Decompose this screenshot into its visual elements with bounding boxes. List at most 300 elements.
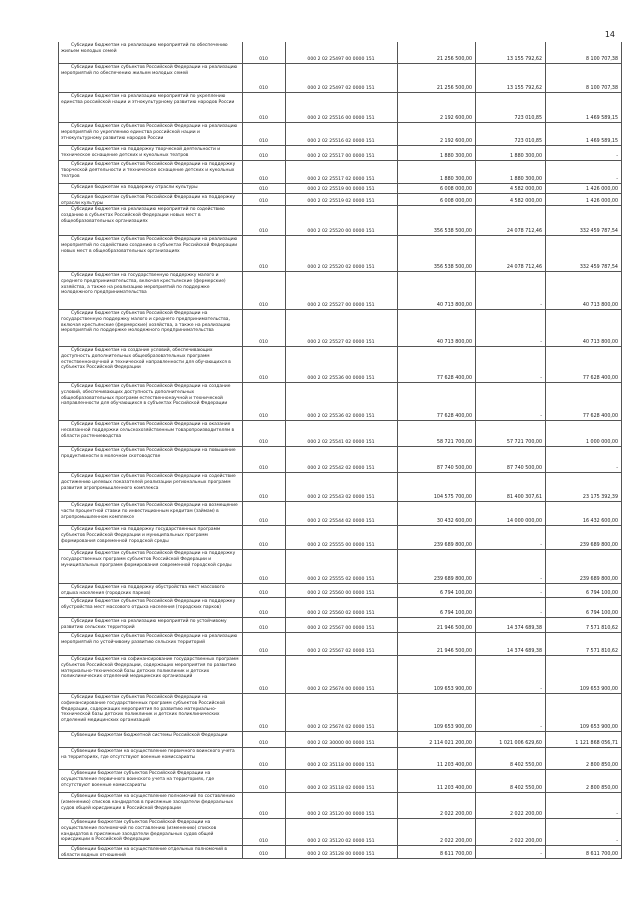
row-code-cell <box>243 819 286 846</box>
table-row <box>58 846 622 859</box>
row-kbk-cell <box>286 473 398 502</box>
row-name-text: Субсидии бюджетам на поддержку государственных программ субъектов Российской Федерации и муниципальных программ формирования современной городской среды <box>61 527 221 544</box>
row-unexecuted-cell <box>546 846 622 859</box>
row-unexecuted-cell <box>546 206 622 236</box>
row-name-cell <box>58 447 243 473</box>
row-executed-cell <box>476 656 546 694</box>
row-code-cell <box>243 633 286 656</box>
row-unexecuted-cell <box>546 383 622 421</box>
row-kbk-cell <box>286 584 398 598</box>
row-approved-cell <box>398 618 476 633</box>
table-row <box>58 502 622 526</box>
row-unexecuted-text: 1 000 000,00 <box>585 439 618 445</box>
row-code-cell <box>243 146 286 161</box>
row-executed-cell <box>476 819 546 846</box>
row-kbk-cell <box>286 770 398 793</box>
row-code-text: 010 <box>259 838 268 844</box>
row-kbk-cell <box>286 310 398 347</box>
row-unexecuted-cell <box>546 64 622 93</box>
row-unexecuted-text: 16 432 600,00 <box>582 518 618 524</box>
row-unexecuted-text: 7 571 810,62 <box>585 625 618 631</box>
table-row <box>58 656 622 694</box>
row-code-text: 010 <box>259 518 268 524</box>
row-approved-text: 77 628 400,00 <box>436 413 472 419</box>
row-code-cell <box>243 748 286 770</box>
row-kbk-text: 000 2 02 25517 00 0000 151 <box>307 153 375 159</box>
row-unexecuted-text: 1 121 868 056,71 <box>575 740 618 746</box>
row-unexecuted-text: 40 713 800,00 <box>582 339 618 345</box>
row-executed-cell <box>476 584 546 598</box>
budget-table <box>58 42 622 877</box>
row-unexecuted-cell <box>546 550 622 584</box>
row-name-cell <box>58 819 243 846</box>
row-unexecuted-text: 8 100 707,38 <box>585 56 618 62</box>
row-kbk-cell <box>286 656 398 694</box>
row-kbk-cell <box>286 42 398 64</box>
row-unexecuted-text: 332 459 787,54 <box>579 264 618 270</box>
row-code-text: 010 <box>259 339 268 345</box>
table-row <box>58 194 622 206</box>
row-approved-cell <box>398 347 476 383</box>
row-name-text: Субсидии бюджетам субъектов Российской Федерации на государственную поддержку малого и среднего предпринимательства, включая крестьянские (фермерские) хозяйства, а также на реализацию мероприятий по поддержке молодежного предпринимательства <box>61 311 231 334</box>
row-kbk-cell <box>286 272 398 310</box>
row-approved-cell <box>398 656 476 694</box>
table-row <box>58 161 622 184</box>
table-row <box>58 272 622 310</box>
row-approved-cell <box>398 502 476 526</box>
row-kbk-text: 000 2 02 25497 02 0000 151 <box>307 85 375 91</box>
row-approved-cell <box>398 473 476 502</box>
row-code-text: 010 <box>259 138 268 144</box>
row-executed-cell <box>476 184 546 194</box>
row-name-text: Субсидии бюджетам субъектов Российской Федерации на поддержку обустройства мест массового отдыха населения (городских парков) <box>61 599 236 610</box>
row-code-cell <box>243 694 286 732</box>
row-approved-cell <box>398 846 476 859</box>
row-name-text: Субсидии бюджетам на реализацию мероприятий по устойчивому развитию сельских территорий <box>61 619 227 630</box>
row-unexecuted-cell <box>546 502 622 526</box>
row-approved-cell <box>398 793 476 819</box>
row-executed-text: 1 021 006 629,60 <box>499 740 542 746</box>
row-code-text: 010 <box>259 811 268 817</box>
row-kbk-cell <box>286 732 398 748</box>
row-code-text: 010 <box>259 439 268 445</box>
row-kbk-text: 000 2 02 25520 00 0000 151 <box>307 228 375 234</box>
table-row <box>58 206 622 236</box>
row-kbk-cell <box>286 421 398 447</box>
row-code-text: 010 <box>259 625 268 631</box>
row-name-cell <box>58 64 243 93</box>
row-code-cell <box>243 310 286 347</box>
row-name-cell <box>58 146 243 161</box>
row-approved-cell <box>398 184 476 194</box>
row-approved-text: 104 575 700,00 <box>433 494 472 500</box>
row-name-cell <box>58 161 243 184</box>
row-executed-cell <box>476 93 546 123</box>
row-approved-text: 21 256 500,00 <box>436 85 472 91</box>
row-approved-cell <box>398 598 476 618</box>
row-code-text: 010 <box>259 465 268 471</box>
row-name-text: Субсидии бюджетам субъектов Российской Федерации на оказание несвязанной поддержки сельскохозяйственным товаропроизводителям в области растениеводства <box>61 422 235 439</box>
row-unexecuted-text: 2 800 850,00 <box>585 785 618 791</box>
row-executed-text: 87 740 500,00 <box>506 465 542 471</box>
row-code-cell <box>243 598 286 618</box>
row-kbk-text: 000 2 02 25536 00 0000 151 <box>307 375 375 381</box>
row-executed-cell <box>476 146 546 161</box>
row-executed-cell <box>476 310 546 347</box>
row-kbk-text: 000 2 02 25567 02 0000 151 <box>307 648 375 654</box>
row-unexecuted-cell <box>546 584 622 598</box>
row-kbk-cell <box>286 846 398 859</box>
row-code-cell <box>243 584 286 598</box>
row-kbk-text: 000 2 02 25516 02 0000 151 <box>307 138 375 144</box>
row-approved-cell <box>398 770 476 793</box>
row-executed-text: 14 374 689,38 <box>506 648 542 654</box>
row-unexecuted-cell <box>546 793 622 819</box>
row-unexecuted-cell <box>546 447 622 473</box>
row-unexecuted-text: 109 653 900,00 <box>579 686 618 692</box>
row-kbk-text: 000 2 02 25497 00 0000 151 <box>307 56 375 62</box>
row-executed-text: - <box>540 413 542 419</box>
row-executed-text: - <box>540 610 542 616</box>
row-name-text: Субсидия бюджетам на поддержку отрасли культуры <box>71 185 198 190</box>
table-row <box>58 793 622 819</box>
row-name-cell <box>58 502 243 526</box>
row-kbk-cell <box>286 194 398 206</box>
row-approved-text: 109 653 900,00 <box>433 686 472 692</box>
row-code-cell <box>243 184 286 194</box>
row-approved-cell <box>398 732 476 748</box>
row-unexecuted-cell <box>546 618 622 633</box>
row-executed-cell <box>476 550 546 584</box>
row-unexecuted-text: 239 689 800,00 <box>579 542 618 548</box>
row-name-text: Субсидии бюджетам на реализацию мероприятий по содействию созданию в субъектах Российской Федерации новых мест в общеобразовательных организациях <box>61 207 225 224</box>
row-name-cell <box>58 656 243 694</box>
row-unexecuted-text: 1 469 589,15 <box>585 138 618 144</box>
row-approved-text: 2 022 200,00 <box>439 811 472 817</box>
row-kbk-cell <box>286 206 398 236</box>
row-unexecuted-cell <box>546 819 622 846</box>
row-code-text: 010 <box>259 851 268 857</box>
row-executed-text: 2 022 200,00 <box>509 811 542 817</box>
row-name-cell <box>58 618 243 633</box>
row-kbk-cell <box>286 236 398 272</box>
row-approved-cell <box>398 819 476 846</box>
row-approved-text: 6 794 100,00 <box>439 610 472 616</box>
row-name-cell <box>58 272 243 310</box>
row-approved-cell <box>398 694 476 732</box>
row-name-text: Субсидии бюджетам на государственную поддержку малого и среднего предпринимательства, включая крестьянские (фермерские) хозяйства, а также на реализацию мероприятий по поддержке молодежного предпринимательства <box>61 273 226 296</box>
row-code-text: 010 <box>259 413 268 419</box>
row-name-text: Субвенции бюджетам на осуществление полномочий по составлению (изменению) списков кандидатов в присяжные заседатели федеральных судов общей юрисдикции в Российской Федерации <box>61 794 235 811</box>
row-kbk-cell <box>286 502 398 526</box>
row-kbk-cell <box>286 633 398 656</box>
row-name-text: Субсидии бюджетам субъектов Российской Федерации на поддержку государственных программ субъектов Российской Федерации и муниципальных программ формирования современной городской среды <box>61 551 236 568</box>
row-unexecuted-cell <box>546 161 622 184</box>
row-approved-cell <box>398 93 476 123</box>
row-unexecuted-cell <box>546 236 622 272</box>
row-name-text: Субсидии бюджетам субъектов Российской Федерации на возмещение части процентной ставки по инвестиционным кредитам (займам) в агропромышленном комплексе <box>61 503 238 520</box>
row-code-cell <box>243 502 286 526</box>
row-code-text: 010 <box>259 785 268 791</box>
row-unexecuted-cell <box>546 598 622 618</box>
row-code-text: 010 <box>259 153 268 159</box>
row-name-text: Субсидии бюджетам субъектов Российской Федерации на содействие достижению целевых показателей реализации региональных программ развития агропромышленного комплекса <box>61 474 236 491</box>
row-approved-text: 21 946 500,00 <box>436 648 472 654</box>
row-approved-text: 11 203 400,00 <box>436 762 472 768</box>
row-kbk-text: 000 2 02 25516 00 0000 151 <box>307 115 375 121</box>
row-approved-text: 40 713 800,00 <box>436 302 472 308</box>
row-code-text: 010 <box>259 542 268 548</box>
row-approved-text: 87 740 500,00 <box>436 465 472 471</box>
row-approved-text: 1 880 300,00 <box>439 176 472 182</box>
row-name-text: Субвенции бюджетам на осуществление первичного воинского учета на территориях, где отсутствуют военные комиссариаты <box>61 749 235 760</box>
row-executed-cell <box>476 194 546 206</box>
table-row <box>58 236 622 272</box>
row-approved-cell <box>398 146 476 161</box>
row-kbk-text: 000 2 02 25544 02 0000 151 <box>307 518 375 524</box>
row-executed-text: - <box>540 851 542 857</box>
row-code-text: 010 <box>259 610 268 616</box>
row-name-text: Субвенции бюджетам субъектов Российской Федерации на осуществление первичного воинского учета на территориях, где отсутствуют военные комиссариаты <box>61 771 215 788</box>
row-name-text: Субсидии бюджетам субъектов Российской Федерации на софинансирование государственных программ субъектов Российской Федерации, содержащих мероприятия по развитию материально-технической базы детских поликлиник и детских поликлинических отделений медицинских организаций <box>61 695 225 724</box>
row-kbk-text: 000 2 02 25560 00 0000 151 <box>307 590 375 596</box>
row-code-cell <box>243 194 286 206</box>
row-approved-cell <box>398 310 476 347</box>
row-kbk-text: 000 2 02 25560 02 0000 151 <box>307 610 375 616</box>
row-executed-text: 8 402 550,00 <box>509 785 542 791</box>
row-kbk-text: 000 2 02 35120 02 0000 151 <box>307 838 375 844</box>
row-code-text: 010 <box>259 302 268 308</box>
row-code-text: 010 <box>259 186 268 192</box>
row-unexecuted-cell <box>546 633 622 656</box>
row-name-text: Субсидии бюджетам субъектов Российской Федерации на создание условий, обеспечивающих доступность дополнительных общеобразовательных программ естественнонаучной и технической направленности для обучающихся в субъектах Российской Федерации <box>61 384 231 407</box>
table-row <box>58 93 622 123</box>
row-kbk-cell <box>286 146 398 161</box>
row-kbk-text: 000 2 02 25555 02 0000 151 <box>307 576 375 582</box>
row-code-cell <box>243 42 286 64</box>
row-code-text: 010 <box>259 264 268 270</box>
row-executed-text: 1 880 300,00 <box>509 176 542 182</box>
row-name-cell <box>58 770 243 793</box>
row-name-cell <box>58 732 243 748</box>
row-approved-cell <box>398 447 476 473</box>
row-unexecuted-text: 239 689 800,00 <box>579 576 618 582</box>
row-name-cell <box>58 846 243 859</box>
row-executed-cell <box>476 748 546 770</box>
table-row <box>58 64 622 93</box>
row-code-text: 010 <box>259 115 268 121</box>
row-name-text: Субсидии бюджетам субъектов Российской Федерации на реализацию мероприятий по укреплению единства российской нации и этнокультурному развитию народов России <box>61 124 238 141</box>
row-code-cell <box>243 793 286 819</box>
table-row <box>58 383 622 421</box>
table-row <box>58 748 622 770</box>
row-executed-text: - <box>540 375 542 381</box>
row-code-cell <box>243 618 286 633</box>
row-unexecuted-text: 1 469 589,15 <box>585 115 618 121</box>
row-executed-text: 14 000 000,00 <box>506 518 542 524</box>
row-executed-cell <box>476 633 546 656</box>
row-approved-cell <box>398 161 476 184</box>
row-name-cell <box>58 184 243 194</box>
row-executed-text: 4 582 000,00 <box>509 186 542 192</box>
row-name-cell <box>58 793 243 819</box>
row-unexecuted-text: 6 794 100,00 <box>585 610 618 616</box>
row-kbk-cell <box>286 123 398 146</box>
row-approved-text: 2 022 200,00 <box>439 838 472 844</box>
row-executed-text: 4 582 000,00 <box>509 198 542 204</box>
row-kbk-text: 000 2 02 30000 00 0000 151 <box>307 740 375 746</box>
row-kbk-text: 000 2 02 25541 02 0000 151 <box>307 439 375 445</box>
row-code-text: 010 <box>259 228 268 234</box>
row-name-text: Субвенции бюджетам на осуществление отдельных полномочий в области водных отношений <box>61 847 227 858</box>
row-code-text: 010 <box>259 198 268 204</box>
row-kbk-text: 000 2 02 25519 00 0000 151 <box>307 186 375 192</box>
row-executed-text: 723 010,85 <box>514 138 542 144</box>
row-executed-text: 1 880 300,00 <box>509 153 542 159</box>
row-executed-text: 723 010,85 <box>514 115 542 121</box>
row-code-cell <box>243 236 286 272</box>
row-approved-cell <box>398 194 476 206</box>
row-code-cell <box>243 272 286 310</box>
row-kbk-text: 000 2 02 25674 00 0000 151 <box>307 686 375 692</box>
row-name-text: Субсидии бюджетам на реализацию мероприятий по укреплению единства российской нации и этнокультурному развитию народов России <box>61 94 235 105</box>
row-code-text: 010 <box>259 724 268 730</box>
row-unexecuted-cell <box>546 146 622 161</box>
table-row <box>58 618 622 633</box>
row-name-cell <box>58 383 243 421</box>
row-kbk-cell <box>286 598 398 618</box>
row-unexecuted-text: 8 611 700,00 <box>585 851 618 857</box>
row-kbk-cell <box>286 383 398 421</box>
table-row <box>58 694 622 732</box>
row-executed-text: 57 721 700,00 <box>506 439 542 445</box>
row-approved-text: 6 008 000,00 <box>439 186 472 192</box>
row-name-cell <box>58 347 243 383</box>
row-kbk-text: 000 2 02 35118 00 0000 151 <box>307 762 375 768</box>
row-name-cell <box>58 206 243 236</box>
row-unexecuted-cell <box>546 272 622 310</box>
row-executed-text: - <box>540 302 542 308</box>
row-unexecuted-cell <box>546 656 622 694</box>
row-name-cell <box>58 42 243 64</box>
row-code-cell <box>243 770 286 793</box>
row-kbk-cell <box>286 526 398 550</box>
row-approved-cell <box>398 633 476 656</box>
row-code-text: 010 <box>259 56 268 62</box>
row-executed-cell <box>476 732 546 748</box>
row-executed-text: 2 022 200,00 <box>509 838 542 844</box>
row-executed-cell <box>476 347 546 383</box>
row-executed-cell <box>476 447 546 473</box>
table-row <box>58 598 622 618</box>
row-code-cell <box>243 64 286 93</box>
row-executed-text: - <box>540 339 542 345</box>
row-code-cell <box>243 93 286 123</box>
row-unexecuted-text: - <box>616 811 618 817</box>
row-code-cell <box>243 846 286 859</box>
row-code-text: 010 <box>259 762 268 768</box>
row-name-cell <box>58 236 243 272</box>
table-row <box>58 421 622 447</box>
row-name-cell <box>58 598 243 618</box>
row-unexecuted-text: 1 426 000,00 <box>585 198 618 204</box>
row-executed-cell <box>476 846 546 859</box>
row-approved-text: 40 713 800,00 <box>436 339 472 345</box>
row-unexecuted-text: - <box>616 838 618 844</box>
row-executed-text: 24 078 712,46 <box>506 228 542 234</box>
table-row <box>58 550 622 584</box>
row-code-cell <box>243 732 286 748</box>
row-unexecuted-text: 77 628 400,00 <box>582 375 618 381</box>
row-code-text: 010 <box>259 686 268 692</box>
row-kbk-text: 000 2 02 25527 00 0000 151 <box>307 302 375 308</box>
table-row <box>58 526 622 550</box>
row-executed-cell <box>476 770 546 793</box>
row-kbk-text: 000 2 02 25543 02 0000 151 <box>307 494 375 500</box>
row-executed-cell <box>476 161 546 184</box>
row-name-cell <box>58 526 243 550</box>
row-name-cell <box>58 550 243 584</box>
row-kbk-cell <box>286 793 398 819</box>
row-unexecuted-text: 23 175 392,39 <box>582 494 618 500</box>
row-unexecuted-text: 8 100 707,38 <box>585 85 618 91</box>
row-code-cell <box>243 447 286 473</box>
row-name-text: Субсидии бюджетам на софинансирование государственных программ субъектов Российской Федерации, содержащих мероприятия по развитию материально-технической базы детских поликлиник и детских поликлинических отделений медицинских организаций <box>61 657 239 680</box>
row-unexecuted-cell <box>546 42 622 64</box>
row-approved-text: 11 203 400,00 <box>436 785 472 791</box>
row-approved-text: 109 653 900,00 <box>433 724 472 730</box>
row-executed-cell <box>476 272 546 310</box>
row-executed-text: - <box>540 686 542 692</box>
row-approved-text: 2 192 600,00 <box>439 138 472 144</box>
row-code-text: 010 <box>259 740 268 746</box>
row-code-cell <box>243 161 286 184</box>
row-approved-text: 6 794 100,00 <box>439 590 472 596</box>
row-code-text: 010 <box>259 176 268 182</box>
row-executed-cell <box>476 502 546 526</box>
row-approved-cell <box>398 64 476 93</box>
row-executed-cell <box>476 123 546 146</box>
row-unexecuted-cell <box>546 123 622 146</box>
row-executed-cell <box>476 64 546 93</box>
row-name-cell <box>58 584 243 598</box>
row-name-cell <box>58 310 243 347</box>
table-row <box>58 184 622 194</box>
row-name-text: Субсидии бюджетам субъектов Российской Федерации на реализацию мероприятий по содействию созданию в субъектах Российской Федерации новых мест в общеобразовательных организациях <box>61 237 238 254</box>
row-approved-cell <box>398 383 476 421</box>
row-executed-cell <box>476 421 546 447</box>
row-executed-cell <box>476 383 546 421</box>
row-code-text: 010 <box>259 576 268 582</box>
row-executed-text: - <box>540 542 542 548</box>
row-code-cell <box>243 421 286 447</box>
row-name-text: Субсидии бюджетам на поддержку творческой деятельности и техническое оснащение детских и кукольных театров <box>61 147 221 158</box>
row-code-text: 010 <box>259 375 268 381</box>
row-kbk-cell <box>286 347 398 383</box>
row-executed-text: 8 402 550,00 <box>509 762 542 768</box>
row-approved-text: 1 880 300,00 <box>439 153 472 159</box>
row-name-text: Субвенции бюджетам субъектов Российской Федерации на осуществление полномочий по составлению (изменению) списков кандидатов в присяжные заседатели федеральных судов общей юрисдикции в Российской Федерации <box>61 820 217 843</box>
row-unexecuted-text: 6 794 100,00 <box>585 590 618 596</box>
row-kbk-cell <box>286 161 398 184</box>
table-row <box>58 447 622 473</box>
row-kbk-cell <box>286 64 398 93</box>
row-kbk-text: 000 2 02 25517 02 0000 151 <box>307 176 375 182</box>
row-name-text: Субсидии бюджетам субъектов Российской Федерации на повышение продуктивности в молочном скотоводстве <box>61 448 236 459</box>
row-name-cell <box>58 421 243 447</box>
row-executed-text: 14 374 689,38 <box>506 625 542 631</box>
row-name-text: Субсидии бюджетам на создание условий, обеспечивающих доступность дополнительных общеобразовательных программ естественнонаучной и технической направленности для обучающихся в субъектах Российской Федерации <box>61 348 231 371</box>
